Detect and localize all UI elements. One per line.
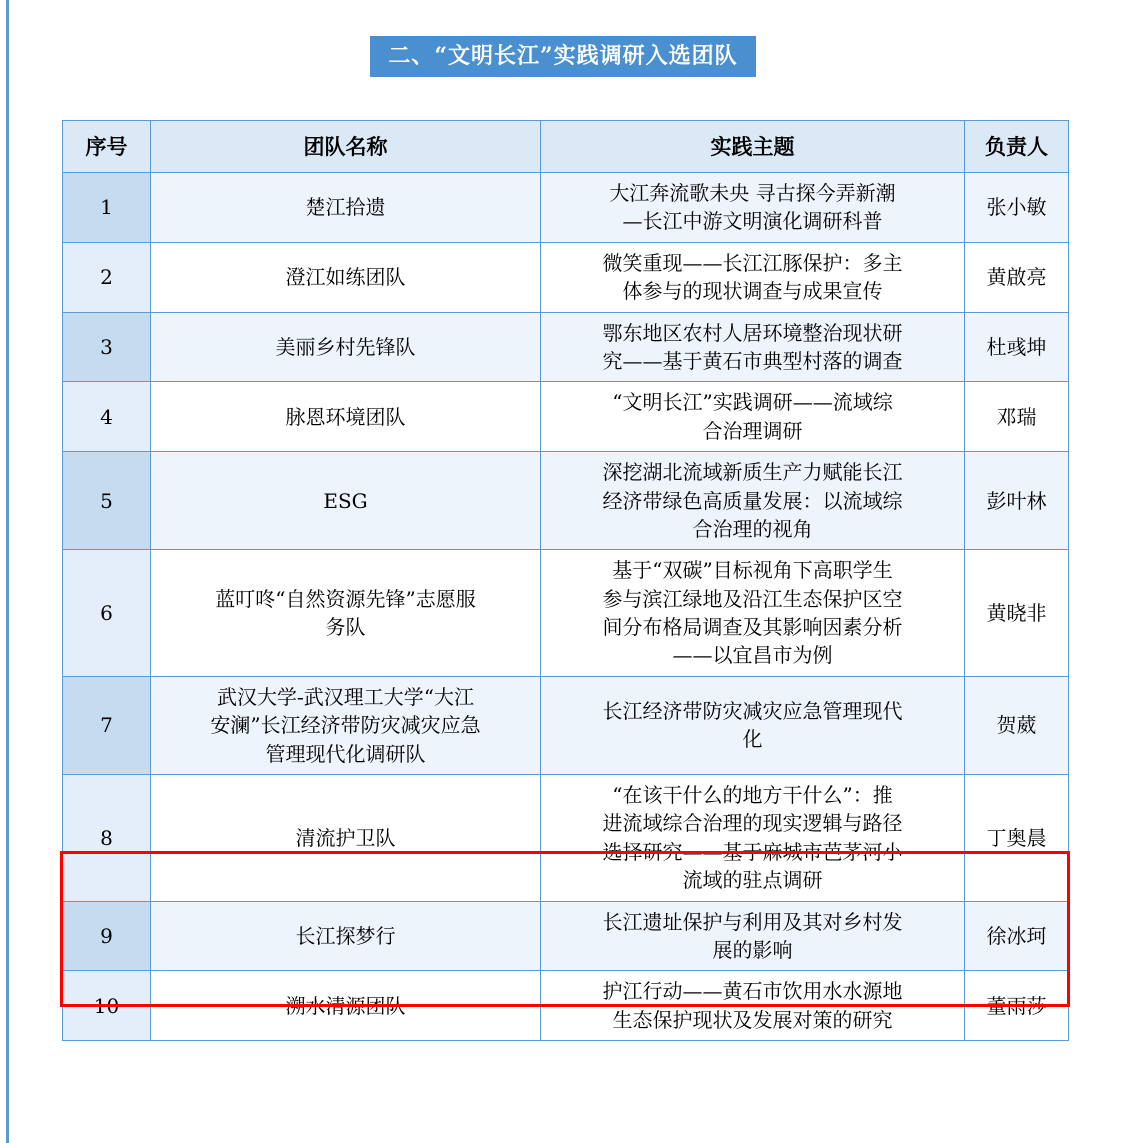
cell-team-name-text: [159, 263, 532, 291]
cell-topic: [541, 901, 965, 971]
cell-index: 8: [63, 775, 151, 902]
text-line: 合治理的视角: [692, 516, 813, 541]
cell-topic: [541, 173, 965, 243]
table-body: [63, 173, 1069, 1041]
text-line: 究——基于黄石市典型村落的调查: [602, 348, 903, 373]
text-line: 长江探梦行: [295, 923, 396, 948]
cell-topic: [541, 676, 965, 774]
text-line: “文明长江”实践调研——流域综: [612, 390, 893, 415]
text-line: 楚江拾遗: [305, 195, 386, 220]
table-row: [63, 382, 1069, 452]
cell-leader: 邓瑞: [965, 382, 1069, 452]
cell-topic: [541, 971, 965, 1041]
table-row: [63, 775, 1069, 902]
page-title-container: [0, 36, 1126, 77]
cell-topic: [541, 312, 965, 382]
cell-team-name: [151, 173, 541, 243]
cell-team-name: [151, 550, 541, 677]
text-line: —长江中游文明演化调研科普: [622, 209, 883, 234]
cell-topic-text: [549, 388, 956, 445]
text-line: 经济带绿色高质量发展：以流域综: [602, 488, 903, 513]
text-line: 长江经济带防灾减灾应急管理现代: [602, 699, 903, 724]
table-row: [63, 676, 1069, 774]
cell-index: 1: [63, 173, 151, 243]
column-header-team: 团队名称: [151, 121, 541, 173]
cell-leader: 杜彧坤: [965, 312, 1069, 382]
cell-topic-text: [549, 249, 956, 306]
cell-leader: 张小敏: [965, 173, 1069, 243]
cell-index: 9: [63, 901, 151, 971]
text-line: 流域的驻点调研: [682, 868, 823, 893]
text-line: ESG: [323, 488, 368, 513]
cell-index: 3: [63, 312, 151, 382]
text-line: 化: [742, 727, 763, 752]
cell-topic-text: [549, 179, 956, 236]
table-row: [63, 971, 1069, 1041]
text-line: 蓝叮咚“自然资源先锋”志愿服: [215, 586, 476, 611]
teams-table: [62, 120, 1069, 1041]
text-line: 微笑重现——长江江豚保护：多主: [602, 250, 903, 275]
table-row: [63, 312, 1069, 382]
cell-index: 5: [63, 452, 151, 550]
cell-team-name-text: [159, 992, 532, 1020]
column-header-index: 序号: [63, 121, 151, 173]
cell-team-name-text: [159, 333, 532, 361]
cell-team-name: [151, 382, 541, 452]
cell-team-name-text: [159, 824, 532, 852]
cell-leader: 彭叶林: [965, 452, 1069, 550]
text-line: 清流护卫队: [295, 825, 396, 850]
cell-topic: [541, 452, 965, 550]
cell-leader: 黄晓非: [965, 550, 1069, 677]
cell-topic: [541, 550, 965, 677]
cell-leader: 丁奥晨: [965, 775, 1069, 902]
table-row: [63, 452, 1069, 550]
text-line: 合治理调研: [702, 418, 803, 443]
cell-topic-text: [549, 319, 956, 376]
column-header-leader: 负责人: [965, 121, 1069, 173]
cell-team-name: [151, 775, 541, 902]
cell-index: 4: [63, 382, 151, 452]
cell-topic: [541, 242, 965, 312]
cell-team-name: [151, 676, 541, 774]
table-row: [63, 550, 1069, 677]
text-line: 进流域综合治理的现实逻辑与路径: [602, 811, 903, 836]
cell-team-name: [151, 971, 541, 1041]
teams-table-container: [62, 120, 1068, 1041]
cell-leader: 徐冰珂: [965, 901, 1069, 971]
text-line: 美丽乡村先锋队: [275, 334, 416, 359]
text-line: 基于“双碳”目标视角下高职学生: [612, 558, 893, 583]
text-line: 武汉大学-武汉理工大学“大江: [217, 684, 474, 709]
cell-topic-text: [549, 458, 956, 543]
cell-team-name-text: [159, 403, 532, 431]
text-line: 间分布格局调查及其影响因素分析: [602, 615, 903, 640]
cell-topic-text: [549, 697, 956, 754]
table-row: [63, 173, 1069, 243]
cell-team-name: [151, 901, 541, 971]
table-header-row: [63, 121, 1069, 173]
text-line: 选择研究——基于麻城市芭茅河小: [602, 839, 903, 864]
cell-topic-text: [549, 908, 956, 965]
cell-leader: 贺葳: [965, 676, 1069, 774]
cell-team-name-text: [159, 683, 532, 768]
text-line: 脉恩环境团队: [285, 404, 406, 429]
cell-topic: [541, 775, 965, 902]
text-line: 参与滨江绿地及沿江生态保护区空: [602, 586, 903, 611]
text-line: 鄂东地区农村人居环境整治现状研: [602, 320, 903, 345]
cell-topic-text: [549, 781, 956, 895]
cell-topic: [541, 382, 965, 452]
cell-topic-text: [549, 977, 956, 1034]
cell-leader: 董雨莎: [965, 971, 1069, 1041]
text-line: 务队: [325, 615, 366, 640]
text-line: 展的影响: [712, 937, 793, 962]
cell-index: 6: [63, 550, 151, 677]
cell-topic-text: [549, 556, 956, 670]
text-line: “在该干什么的地方干什么”：推: [612, 783, 893, 808]
cell-team-name-text: [159, 585, 532, 642]
text-line: ——以宜昌市为例: [672, 643, 833, 668]
cell-team-name-text: [159, 193, 532, 221]
table-row: [63, 242, 1069, 312]
left-margin-rule: [6, 0, 9, 1143]
text-line: 护江行动——黄石市饮用水水源地: [602, 979, 903, 1004]
cell-team-name: [151, 242, 541, 312]
text-line: 安澜”长江经济带防灾减灾应急: [210, 713, 481, 738]
table-row: [63, 901, 1069, 971]
cell-index: 10: [63, 971, 151, 1041]
page-title: 二、“文明长江”实践调研入选团队: [370, 36, 755, 77]
text-line: 体参与的现状调查与成果宣传: [622, 279, 883, 304]
table-header: [63, 121, 1069, 173]
text-line: 深挖湖北流域新质生产力赋能长江: [602, 460, 903, 485]
text-line: 溯水清源团队: [285, 993, 406, 1018]
cell-index: 7: [63, 676, 151, 774]
cell-team-name: [151, 312, 541, 382]
text-line: 长江遗址保护与利用及其对乡村发: [602, 909, 903, 934]
text-line: 澄江如练团队: [285, 264, 406, 289]
text-line: 大江奔流歌未央 寻古探今弄新潮: [609, 181, 896, 205]
cell-index: 2: [63, 242, 151, 312]
cell-leader: 黄啟亮: [965, 242, 1069, 312]
column-header-topic: 实践主题: [541, 121, 965, 173]
text-line: 管理现代化调研队: [265, 741, 426, 766]
cell-team-name: [151, 452, 541, 550]
text-line: 生态保护现状及发展对策的研究: [612, 1007, 893, 1032]
cell-team-name-text: [159, 922, 532, 950]
cell-team-name-text: [159, 487, 532, 515]
